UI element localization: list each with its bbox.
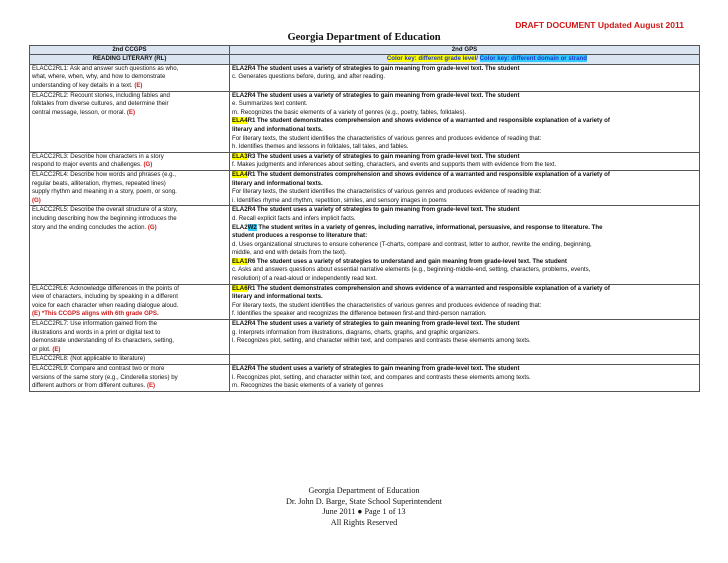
standard-line — [232, 285, 697, 294]
standard-text: including describing how the beginning introduces the — [32, 214, 177, 222]
standard-tag: (E) — [126, 108, 135, 116]
standard-line — [232, 275, 697, 284]
ccgps-standard-cell — [30, 64, 230, 91]
standard-text: central message, lesson, or moral. — [32, 108, 127, 116]
gps-standard-cell — [230, 284, 700, 319]
standard-text: d. Uses organizational structures to ensure coherence (T-charts, compare and contrast, letter to author, rewrite the ending, beginning, — [232, 240, 592, 248]
standard-line — [232, 310, 697, 319]
standard-line — [232, 171, 697, 180]
header-col1: 2nd CCGPS — [30, 46, 230, 55]
standard-line — [232, 206, 697, 215]
standard-line — [32, 73, 227, 82]
standard-line — [32, 161, 227, 170]
standard-line — [32, 293, 227, 302]
standard-tag: (G) — [32, 196, 41, 204]
standard-line — [232, 161, 697, 170]
standard-line — [32, 180, 227, 189]
standard-line — [232, 197, 697, 206]
standard-text: ELACC2RL3: Describe how characters in a story — [32, 152, 164, 160]
standard-line — [232, 109, 697, 118]
color-key-domain-strand: Color key: different domain or strand — [479, 55, 587, 63]
standard-line — [32, 153, 227, 162]
standard-text-bold: literary and informational texts. — [232, 125, 323, 133]
table-row — [30, 365, 700, 392]
standard-text: view of characters, including by speaking in a different — [32, 293, 178, 301]
standard-line — [232, 65, 697, 74]
standard-text-bold: ELA2R4 The student uses a variety of strategies to gain meaning from grade-level text. The student — [232, 91, 520, 99]
standard-line — [232, 382, 697, 391]
standard-code: ELA3 — [232, 152, 248, 160]
table-row — [30, 152, 700, 170]
standard-line — [232, 117, 697, 126]
standard-text: story and the ending concludes the action. — [32, 223, 148, 231]
standard-text-bold: R6 The student uses a variety of strategies to understand and gain meaning from grade-level text. The student — [247, 257, 567, 265]
page-title: Georgia Department of Education — [287, 32, 441, 43]
gps-standard-cell — [230, 355, 700, 365]
table-row — [30, 206, 700, 284]
standard-text: l. Recognizes plot, setting, and character within text, and compares and contrasts these elements among texts. — [232, 337, 531, 345]
standard-text: For literary texts, the student identifies the characteristics of various genres and produces evidence of reading that: — [232, 188, 542, 196]
standard-line — [232, 374, 697, 383]
standard-text-bold: ELA2R4 The student uses a variety of strategies to gain meaning from grade-level text. The student — [232, 365, 520, 372]
table-row — [30, 284, 700, 319]
header-col2: 2nd GPS — [230, 46, 700, 55]
ccgps-standard-cell — [30, 355, 230, 365]
standard-text-bold: R3 The student uses a variety of strategies to gain meaning from grade-level text. The student — [247, 152, 520, 160]
table-header-row — [30, 46, 700, 55]
standard-code: ELA1 — [232, 257, 248, 265]
standard-line — [32, 100, 227, 109]
standard-text-bold: ELA2R4 The student uses a variety of strategies to gain meaning from grade-level text. The student — [232, 320, 520, 328]
color-key — [230, 55, 700, 64]
standard-tag: (G) — [147, 223, 157, 231]
standard-line — [232, 241, 697, 250]
gps-standard-cell — [230, 91, 700, 152]
standard-tag: (E) — [52, 345, 61, 353]
standard-text: m. Recognizes the basic elements of a variety of genres (e.g., poetry, fables, folktales). — [232, 108, 467, 116]
standard-text: ELACC2RL4: Describe how words and phrases (e.g., — [32, 170, 176, 178]
standard-text: different authors or from different cultures. — [32, 382, 147, 390]
standard-text: ELACC2RL7: Use information gained from the — [32, 320, 157, 328]
standard-text: m. Recognizes the basic elements of a variety of genres — [232, 382, 384, 390]
standard-line — [32, 302, 227, 311]
standard-text: For literary texts, the student identifies the characteristics of various genres and produces evidence of reading that: — [232, 134, 542, 142]
standard-text: regular beats, alliteration, rhymes, repeated lines) — [32, 179, 166, 187]
standard-tag: (E) — [146, 382, 156, 390]
draft-label: DRAFT DOCUMENT Updated August 2011 — [515, 20, 684, 30]
standard-code: ELA4 — [232, 117, 248, 125]
standard-text: d. Recall explicit facts and infers implicit facts. — [232, 214, 356, 222]
standard-line — [32, 355, 227, 364]
table-row — [30, 355, 700, 365]
standard-text-bold: R1 The student demonstrates comprehension and shows evidence of a warranted and responsible explanation of a variety of — [247, 284, 610, 292]
standard-text: h. Identifies themes and lessons in folktales, tall tales, and fables. — [232, 143, 409, 151]
standard-line — [32, 346, 227, 355]
standard-line — [232, 266, 697, 275]
standard-line — [32, 109, 227, 118]
standard-text: resolution) of a read-aloud or independently read text. — [232, 275, 377, 283]
standard-tag: (G) — [143, 161, 153, 169]
standard-line — [232, 302, 697, 311]
table-row — [30, 64, 700, 91]
gps-standard-cell — [230, 206, 700, 284]
color-key-separator: / — [476, 55, 480, 63]
standard-line — [32, 188, 227, 197]
table-row — [30, 91, 700, 152]
standard-text: supply rhythm and meaning in a story, poem, or song. — [32, 188, 177, 196]
standard-line — [32, 310, 227, 319]
standard-code: ELA4 — [232, 170, 248, 178]
standard-line — [232, 232, 697, 241]
ccgps-standard-cell — [30, 320, 230, 355]
standard-line — [232, 337, 697, 346]
standard-line — [32, 224, 227, 233]
standard-line — [32, 171, 227, 180]
standards-table — [29, 45, 700, 392]
standard-text: f. Identifies the speaker and recognizes the difference between first-and third-person narration. — [232, 310, 487, 318]
standard-text-bold: ELA2R4 The student uses a variety of strategies to gain meaning from grade-level text. The student — [232, 206, 520, 214]
standard-line — [232, 293, 697, 302]
standard-line — [32, 92, 227, 101]
standard-text: ELACC2RL6: Acknowledge differences in the points of — [32, 284, 179, 292]
standard-text: middle, and end with details from the text). — [232, 249, 347, 257]
standard-line — [232, 224, 697, 233]
standard-line — [232, 365, 697, 374]
standard-text: ELACC2RL8: (Not applicable to literature) — [32, 355, 146, 363]
standard-line — [232, 258, 697, 267]
color-key-grade-level: Color key: different grade level — [386, 55, 477, 63]
table-row — [30, 320, 700, 355]
standard-text-bold: R1 The student demonstrates comprehension and shows evidence of a warranted and responsible explanation of a variety of — [247, 117, 610, 125]
standard-line — [232, 320, 697, 329]
gps-standard-cell — [230, 320, 700, 355]
standard-line — [32, 65, 227, 74]
ccgps-standard-cell — [30, 284, 230, 319]
standard-text-bold: R1 The student demonstrates comprehension and shows evidence of a warranted and responsible explanation of a variety of — [247, 170, 610, 178]
standard-line — [232, 180, 697, 189]
standard-line — [232, 126, 697, 135]
standard-line — [32, 206, 227, 215]
header-subcol1: READING LITERARY (RL) — [30, 55, 230, 64]
standard-line — [232, 329, 697, 338]
standard-line — [232, 73, 697, 82]
footer-superintendent: Dr. John D. Barge, State School Superintendent — [285, 496, 443, 506]
standard-text-bold: literary and informational texts. — [232, 179, 323, 187]
standard-tag: (E) — [134, 82, 143, 89]
standard-line — [32, 365, 227, 374]
standard-line — [232, 135, 697, 144]
standard-text-bold: literary and informational texts. — [232, 293, 323, 301]
standard-line — [32, 320, 227, 329]
standard-line — [232, 188, 697, 197]
standard-text-bold: ELA2R4 The student uses a variety of strategies to gain meaning from grade-level text. The student — [232, 64, 520, 72]
standard-text: f. Makes judgments and inferences about setting, characters, and events and supports them with evidence from the text. — [232, 161, 557, 169]
standard-code: ELA2 — [232, 223, 248, 231]
gps-standard-cell — [230, 64, 700, 91]
standard-text: ELACC2RL2: Recount stories, including fables and — [32, 91, 170, 99]
standard-text: e. Summarizes text content. — [232, 100, 308, 108]
standard-line — [232, 215, 697, 224]
standard-text: what, where, when, why, and how to demonstrate — [32, 73, 166, 81]
standard-text: g. Interprets information from illustrations, diagrams, charts, graphs, and graphic organizers. — [232, 328, 480, 336]
standard-text-bold: The student writes in a variety of genres, including narrative, informational, persuasive, and response to literature. The — [256, 223, 603, 231]
standard-text: demonstrate understanding of its characters, setting, — [32, 337, 174, 345]
standard-tag: (E) *This CCGPS aligns with 6th grade GPS. — [32, 310, 159, 318]
standard-line — [32, 197, 227, 206]
gps-standard-cell — [230, 152, 700, 170]
footer-rights: All Rights Reserved — [330, 517, 398, 527]
table-subheader-row — [30, 55, 700, 64]
standard-text: l. Recognizes plot, setting, and character within text, and compares and contrasts these elements among texts. — [232, 373, 531, 381]
standard-code: ELA6 — [232, 284, 248, 292]
footer-page-info: June 2011 ● Page 1 of 13 — [322, 507, 406, 516]
standard-text: ELACC2RL9: Compare and contrast two or more — [32, 365, 165, 372]
standard-line — [32, 382, 227, 391]
ccgps-standard-cell — [30, 365, 230, 392]
standard-text: ELACC2RL5: Describe the overall structure of a story, — [32, 206, 178, 214]
standard-line — [32, 329, 227, 338]
standard-text-bold: student produces a response to literature that: — [232, 232, 368, 240]
standard-line — [232, 100, 697, 109]
footer-org: Georgia Department of Education — [308, 486, 420, 495]
standard-text: versions of the same story (e.g., Cinderella stories) by — [32, 373, 178, 381]
standard-line — [232, 249, 697, 258]
ccgps-standard-cell — [30, 152, 230, 170]
standard-text: illustrations and words in a print or digital text to — [32, 328, 161, 336]
standard-text: folktales from diverse cultures, and determine their — [32, 100, 169, 108]
gps-standard-cell — [230, 170, 700, 205]
standard-line — [32, 285, 227, 294]
gps-standard-cell — [230, 365, 700, 392]
standard-text: respond to major events and challenges. — [32, 161, 144, 169]
standard-text: c. Generates questions before, during, and after reading. — [232, 73, 386, 81]
standard-line — [232, 153, 697, 162]
standard-line — [32, 374, 227, 383]
standard-line — [32, 82, 227, 91]
standard-line — [232, 92, 697, 101]
table-row — [30, 170, 700, 205]
standard-line — [232, 143, 697, 152]
standard-text: c. Asks and answers questions about essential narrative elements (e.g., beginning-middle-end, setting, characters, problems, events, — [232, 266, 591, 274]
ccgps-standard-cell — [30, 91, 230, 152]
standard-text: i. Identifies rhyme and rhythm, repetition, similes, and sensory images in poems — [232, 196, 447, 204]
ccgps-standard-cell — [30, 170, 230, 205]
ccgps-standard-cell — [30, 206, 230, 284]
standard-text: or plot. — [32, 345, 53, 353]
standard-text: For literary texts, the student identifies the characteristics of various genres and produces evidence of reading that: — [232, 301, 542, 309]
standard-text: voice for each character when reading dialogue aloud. — [32, 301, 179, 309]
standard-text: understanding of key details in a text. — [32, 82, 135, 89]
standard-line — [32, 337, 227, 346]
standard-line — [32, 215, 227, 224]
standard-code-highlight: W2 — [247, 223, 257, 231]
page-footer — [0, 486, 728, 528]
standard-text: ELACC2RL1: Ask and answer such questions as who, — [32, 64, 179, 72]
